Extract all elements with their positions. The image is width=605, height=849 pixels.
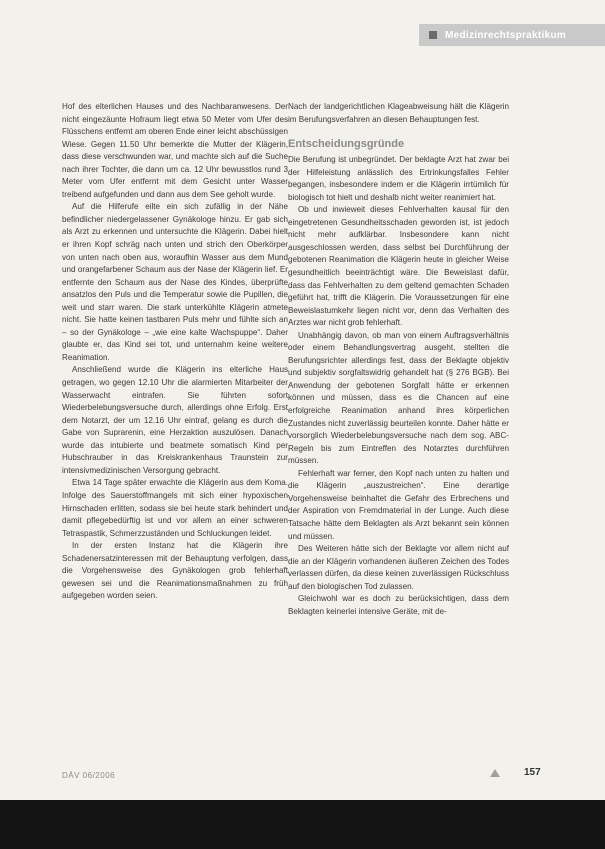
right-paragraph: Gleichwohl war es doch zu berücksichtigen, dass dem Beklagten keinerlei intensive Geräte, mit de- [288, 594, 509, 616]
right-paragraph: Ob und inwieweit dieses Fehlverhalten kausal für den eingetretenen Gesundheitsschaden geworden ist, ist jedoch nicht mehr aufklärbar. Insbesondere kann nicht ausgeschlossen werden, dass selbst bei Durchführung der gebotenen Reanimation die Klägerin heute in gleicher Weise gesundheitlich beeinträchtigt wäre. Die Beweislast dafür, dass das Fehlverhalten zu dem geltend gemachten Schaden geführt hat, trifft die Klägerin. Die Voraussetzungen für eine Beweislastumkehr liegen nicht vor, denn das Verhalten des Arztes war nicht grob fehlerhaft. [288, 205, 509, 328]
left-paragraph: Anschließend wurde die Klägerin ins elterliche Haus getragen, wo gegen 12.10 Uhr die alarmierten Mitarbeiter der Wasserwacht eintrafen. Sie führten sofort Wiederbelebungsversuche durch, allerdings ohne Erfolg. Erst dem Notarzt, der um 12.16 Uhr eintraf, gelang es durch die Gabe von Suprarenin, eine Herzaktion auszulösen. Danach wurde das intubierte und beatmete somatisch Kind per Hubschrauber in das Kreiskrankenhaus Traunstein zur intensivmedizinischen Versorgung gebracht. [62, 365, 288, 475]
left-paragraph: In der ersten Instanz hat die Klägerin ihre Schadenersatzinteressen mit der Behauptung verfolgen, dass die Vorgehensweise des Gynäkologen grob fehlerhaft gewesen sei und die Reanimationsmaßnahmen zu früh aufgegeben worden seien. [62, 541, 288, 601]
square-bullet-icon [429, 31, 437, 39]
right-intro-paragraph: Nach der landgerichtlichen Klageabweisung hält die Klägerin im Berufungsverfahren an diesen Behauptungen fest. [288, 102, 509, 124]
section-label: Medizinrechtspraktikum [445, 29, 567, 41]
scan-bottom-edge [0, 800, 605, 849]
right-paragraph: Die Berufung ist unbegründet. Der beklagte Arzt hat zwar bei der Hilfeleistung anlässlich des Ertrinkungsfalles Fehler begangen, insbesondere indem er die Klägerin irrtümlich für biologisch tot hielt und deshalb nicht weiter reanimiert hat. [288, 155, 509, 202]
page-number: 157 [524, 767, 541, 778]
section-header-band [419, 24, 605, 46]
left-column [62, 101, 288, 603]
section-heading: Entscheidungsgründe [288, 138, 405, 151]
right-column [288, 101, 509, 618]
left-paragraph: Auf die Hilferufe eilte ein sich zufällig in der Nähe befindlicher niedergelassener Gynäkologe hinzu. Er gab sich als Arzt zu erkennen und untersuchte die Klägerin. Dabei hielt er ihren Kopf schräg nach unten und strich den Oberkörper von unten nach oben aus, woraufhin Wasser aus dem Mund und orangefarbener Schaum aus der Nase der Klägerin lief. Er entfernte den Schaum aus der Nase des Kindes, überprüfte ansatzlos den Puls und die Temperatur sowie die Pupillen, die weit und starr waren. Die stark unterkühlte Klägerin atmete nicht. Sie hatte keinen tastbaren Puls mehr und fühlte sich an – so der Gynäkologe – „wie eine kalte Wachspuppe“. Daher glaubte er, das Kind sei tot, und unternahm keine weitere Reanimation. [62, 202, 288, 362]
arrow-up-icon [490, 769, 500, 777]
journal-footer: DÄV 06/2006 [62, 771, 116, 780]
right-paragraph: Des Weiteren hätte sich der Beklagte vor allem nicht auf die an der Klägerin vorhandenen äußeren Zeichen des Todes verlassen dürfen, da diese keinen zuverlässigen Rückschluss auf den biologischen Tod zulassen. [288, 544, 509, 591]
left-paragraph: Hof des elterlichen Hauses und des Nachbaranwesens. Der nicht eingezäunte Hofraum liegt etwa 50 Meter vom Ufer des Flüsschens entfernt am oberen Ende einer leicht abschüssigen Wiese. Gegen 11.50 Uhr bemerkte die Mutter der Klägerin, dass diese verschwunden war, und machte sich auf die Suche nach ihrer Tochter, die dann um ca. 12 Uhr bewusstlos rund 3 Meter vom Ufer entfernt mit dem Gesicht unter Wasser treibend aufgefunden und dann aus dem See geholt wurde. [62, 102, 288, 199]
right-paragraph: Fehlerhaft war ferner, den Kopf nach unten zu halten und die Klägerin „auszustreichen“. Eine derartige Vorgehensweise beinhaltet die Gefahr des Erbrechens und der Aspiration von Fremdmaterial in der Lunge. Auch diese Tatsache hätte dem Beklagten als Arzt bekannt sein können und müssen. [288, 468, 509, 541]
left-paragraph: Etwa 14 Tage später erwachte die Klägerin aus dem Koma. Infolge des Sauerstoffmangels mit sich einer hypoxischen Hirnschaden erlitten, sodass sie bei heute stark behindert und damit pflegebedürftig ist und vor allem an einer schweren Tetraspastik, Schmerzzuständen und Schluckungen leidet. [62, 478, 288, 538]
right-paragraph: Unabhängig davon, ob man von einem Auftragsverhältnis oder einem Behandlungsvertrag ausgeht, stellten die Berufungsrichter allerdings fest, dass der Beklagte objektiv und subjektiv sorgfaltswidrig gehandelt hat (§ 276 BGB). Bei Anwendung der gebotenen Sorgfalt hätte er erkennen können und müssen, dass es die Chancen auf eine erfolgreiche Reanimation anhand ihres körperlichen Zustandes nicht zuverlässig beurteilen konnte. Daher hätte er vorsorglich Wiederbelebungsversuche nach dem sog. ABC-Regeln bis zum Eintreffen des Notarztes durchführen müssen. [288, 330, 509, 466]
